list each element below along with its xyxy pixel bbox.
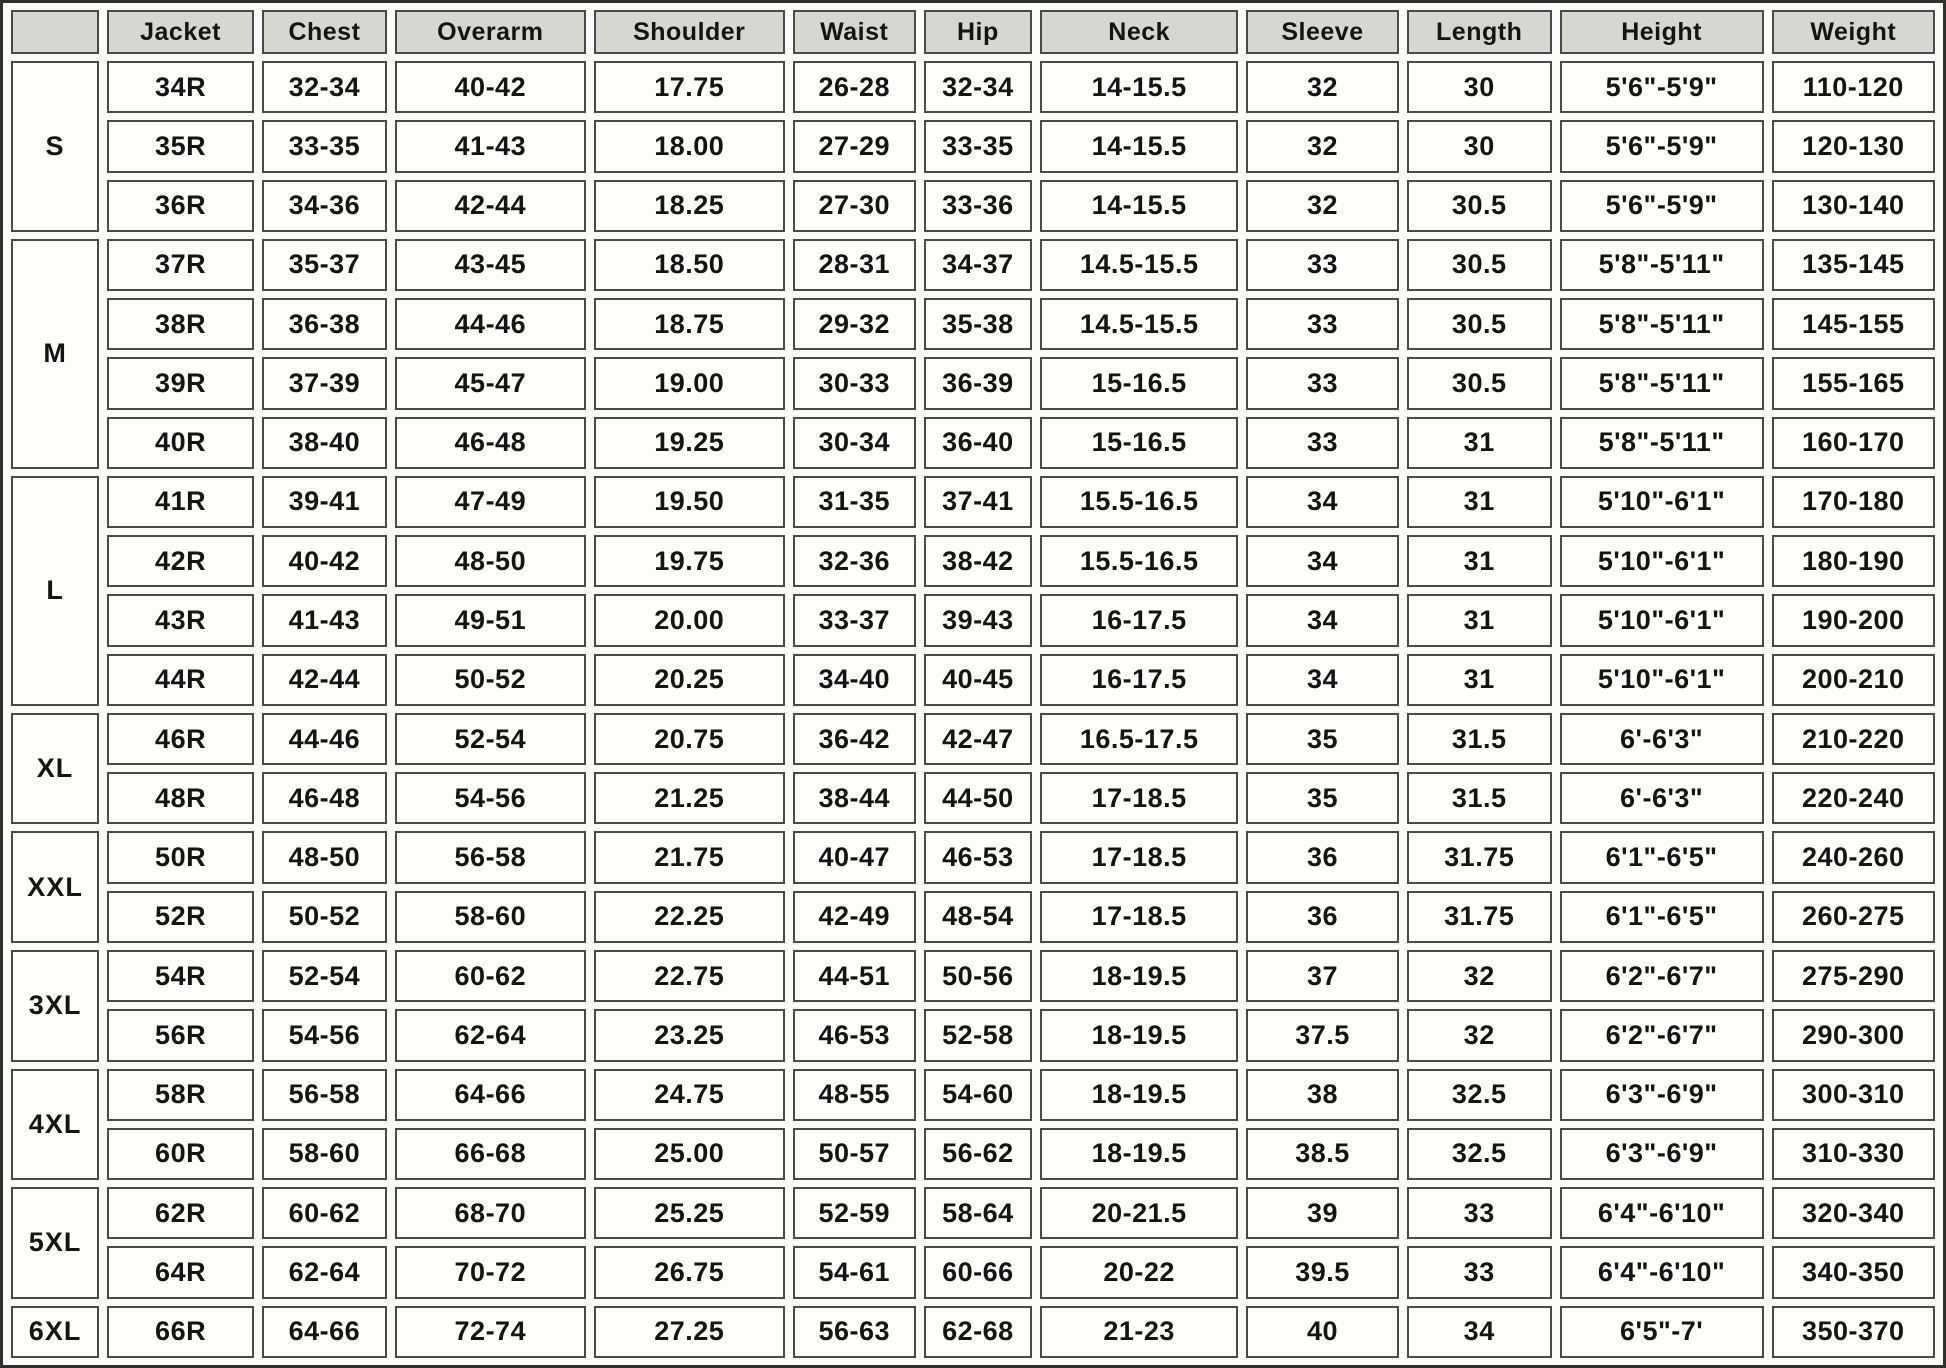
cell-sleeve: 33 [1246,239,1398,291]
cell-sleeve: 36 [1246,891,1398,943]
cell-jacket: 50R [107,831,254,883]
cell-jacket: 48R [107,772,254,824]
cell-hip: 35-38 [924,298,1032,350]
cell-neck: 15-16.5 [1040,357,1238,409]
cell-neck: 18-19.5 [1040,1009,1238,1061]
table-row [11,831,1935,883]
cell-shoulder: 21.75 [594,831,785,883]
cell-neck: 15.5-16.5 [1040,535,1238,587]
cell-jacket: 41R [107,476,254,528]
cell-chest: 32-34 [262,61,387,113]
cell-height: 5'8"-5'11" [1560,298,1764,350]
table-row [11,298,1935,350]
cell-height: 5'10"-6'1" [1560,654,1764,706]
cell-neck: 14.5-15.5 [1040,298,1238,350]
cell-shoulder: 25.25 [594,1187,785,1239]
cell-waist: 27-29 [793,120,916,172]
table-row [11,1069,1935,1121]
cell-hip: 46-53 [924,831,1032,883]
cell-chest: 64-66 [262,1306,387,1358]
cell-hip: 60-66 [924,1246,1032,1298]
cell-overarm: 70-72 [395,1246,586,1298]
table-row [11,950,1935,1002]
cell-length: 30.5 [1407,180,1552,232]
cell-neck: 16-17.5 [1040,654,1238,706]
cell-weight: 190-200 [1772,594,1936,646]
cell-weight: 340-350 [1772,1246,1936,1298]
cell-chest: 56-58 [262,1069,387,1121]
cell-weight: 130-140 [1772,180,1936,232]
table-row [11,1246,1935,1298]
cell-chest: 35-37 [262,239,387,291]
cell-shoulder: 23.25 [594,1009,785,1061]
cell-length: 32 [1407,950,1552,1002]
size-group-label: XXL [11,831,99,943]
cell-waist: 36-42 [793,713,916,765]
cell-chest: 58-60 [262,1128,387,1180]
table-row [11,654,1935,706]
cell-hip: 33-36 [924,180,1032,232]
corner-cell [11,10,99,54]
cell-length: 30.5 [1407,357,1552,409]
cell-weight: 160-170 [1772,417,1936,469]
cell-height: 5'6"-5'9" [1560,120,1764,172]
size-group-label: M [11,239,99,469]
cell-height: 6'2"-6'7" [1560,950,1764,1002]
cell-height: 6'3"-6'9" [1560,1128,1764,1180]
cell-weight: 290-300 [1772,1009,1936,1061]
table-row [11,772,1935,824]
cell-jacket: 35R [107,120,254,172]
cell-waist: 28-31 [793,239,916,291]
cell-hip: 40-45 [924,654,1032,706]
cell-sleeve: 37 [1246,950,1398,1002]
cell-waist: 48-55 [793,1069,916,1121]
cell-overarm: 47-49 [395,476,586,528]
cell-sleeve: 35 [1246,713,1398,765]
cell-overarm: 48-50 [395,535,586,587]
cell-shoulder: 22.75 [594,950,785,1002]
cell-neck: 20-21.5 [1040,1187,1238,1239]
cell-weight: 155-165 [1772,357,1936,409]
cell-jacket: 46R [107,713,254,765]
cell-jacket: 38R [107,298,254,350]
cell-sleeve: 40 [1246,1306,1398,1358]
cell-overarm: 60-62 [395,950,586,1002]
cell-length: 32.5 [1407,1069,1552,1121]
cell-weight: 210-220 [1772,713,1936,765]
cell-jacket: 43R [107,594,254,646]
cell-length: 31 [1407,417,1552,469]
cell-length: 31.75 [1407,891,1552,943]
column-header-hip: Hip [924,10,1032,54]
cell-shoulder: 24.75 [594,1069,785,1121]
column-header-waist: Waist [793,10,916,54]
cell-chest: 36-38 [262,298,387,350]
cell-sleeve: 33 [1246,298,1398,350]
cell-length: 30 [1407,120,1552,172]
cell-waist: 32-36 [793,535,916,587]
cell-overarm: 44-46 [395,298,586,350]
cell-height: 6'3"-6'9" [1560,1069,1764,1121]
cell-shoulder: 19.75 [594,535,785,587]
cell-height: 6'-6'3" [1560,772,1764,824]
cell-waist: 26-28 [793,61,916,113]
cell-height: 5'6"-5'9" [1560,61,1764,113]
cell-chest: 60-62 [262,1187,387,1239]
cell-waist: 46-53 [793,1009,916,1061]
cell-length: 34 [1407,1306,1552,1358]
cell-jacket: 66R [107,1306,254,1358]
cell-shoulder: 18.00 [594,120,785,172]
cell-length: 30.5 [1407,298,1552,350]
cell-waist: 50-57 [793,1128,916,1180]
column-header-jacket: Jacket [107,10,254,54]
cell-sleeve: 32 [1246,180,1398,232]
cell-waist: 44-51 [793,950,916,1002]
cell-hip: 36-40 [924,417,1032,469]
cell-waist: 31-35 [793,476,916,528]
size-group-label: S [11,61,99,232]
table-row [11,891,1935,943]
cell-sleeve: 32 [1246,61,1398,113]
cell-chest: 48-50 [262,831,387,883]
cell-hip: 32-34 [924,61,1032,113]
table-row [11,180,1935,232]
cell-overarm: 54-56 [395,772,586,824]
cell-sleeve: 36 [1246,831,1398,883]
cell-neck: 16.5-17.5 [1040,713,1238,765]
cell-length: 30 [1407,61,1552,113]
cell-shoulder: 22.25 [594,891,785,943]
column-header-weight: Weight [1772,10,1936,54]
cell-length: 33 [1407,1246,1552,1298]
cell-length: 33 [1407,1187,1552,1239]
cell-weight: 200-210 [1772,654,1936,706]
cell-height: 6'2"-6'7" [1560,1009,1764,1061]
cell-weight: 260-275 [1772,891,1936,943]
cell-weight: 320-340 [1772,1187,1936,1239]
cell-jacket: 64R [107,1246,254,1298]
cell-overarm: 52-54 [395,713,586,765]
column-header-chest: Chest [262,10,387,54]
cell-height: 6'5"-7' [1560,1306,1764,1358]
cell-weight: 220-240 [1772,772,1936,824]
column-header-shoulder: Shoulder [594,10,785,54]
cell-hip: 37-41 [924,476,1032,528]
cell-height: 6'1"-6'5" [1560,831,1764,883]
cell-sleeve: 39 [1246,1187,1398,1239]
cell-neck: 15-16.5 [1040,417,1238,469]
cell-hip: 36-39 [924,357,1032,409]
cell-sleeve: 38 [1246,1069,1398,1121]
cell-sleeve: 35 [1246,772,1398,824]
cell-chest: 38-40 [262,417,387,469]
cell-neck: 17-18.5 [1040,891,1238,943]
cell-hip: 50-56 [924,950,1032,1002]
table-row [11,120,1935,172]
size-group-label: 5XL [11,1187,99,1299]
cell-chest: 40-42 [262,535,387,587]
cell-chest: 34-36 [262,180,387,232]
cell-hip: 34-37 [924,239,1032,291]
cell-height: 5'6"-5'9" [1560,180,1764,232]
cell-chest: 37-39 [262,357,387,409]
cell-waist: 29-32 [793,298,916,350]
cell-hip: 58-64 [924,1187,1032,1239]
cell-neck: 15.5-16.5 [1040,476,1238,528]
cell-jacket: 62R [107,1187,254,1239]
cell-length: 31 [1407,594,1552,646]
cell-hip: 52-58 [924,1009,1032,1061]
cell-weight: 275-290 [1772,950,1936,1002]
size-group-label: 4XL [11,1069,99,1181]
table-row [11,61,1935,113]
cell-waist: 52-59 [793,1187,916,1239]
table-row [11,1306,1935,1358]
cell-height: 6'4"-6'10" [1560,1187,1764,1239]
table-row [11,1187,1935,1239]
cell-shoulder: 18.25 [594,180,785,232]
cell-overarm: 40-42 [395,61,586,113]
column-header-length: Length [1407,10,1552,54]
table-row [11,239,1935,291]
header-row [11,10,1935,54]
table-row [11,476,1935,528]
table-row [11,357,1935,409]
cell-sleeve: 34 [1246,594,1398,646]
cell-shoulder: 18.50 [594,239,785,291]
cell-overarm: 66-68 [395,1128,586,1180]
cell-jacket: 37R [107,239,254,291]
cell-shoulder: 19.25 [594,417,785,469]
cell-waist: 56-63 [793,1306,916,1358]
cell-chest: 41-43 [262,594,387,646]
size-group-label: XL [11,713,99,825]
cell-shoulder: 19.50 [594,476,785,528]
cell-jacket: 42R [107,535,254,587]
cell-neck: 14.5-15.5 [1040,239,1238,291]
cell-jacket: 58R [107,1069,254,1121]
cell-jacket: 39R [107,357,254,409]
cell-waist: 54-61 [793,1246,916,1298]
cell-shoulder: 25.00 [594,1128,785,1180]
cell-chest: 44-46 [262,713,387,765]
cell-sleeve: 38.5 [1246,1128,1398,1180]
cell-height: 5'8"-5'11" [1560,239,1764,291]
cell-neck: 20-22 [1040,1246,1238,1298]
cell-sleeve: 37.5 [1246,1009,1398,1061]
cell-height: 5'8"-5'11" [1560,357,1764,409]
cell-overarm: 45-47 [395,357,586,409]
cell-neck: 18-19.5 [1040,1069,1238,1121]
cell-jacket: 52R [107,891,254,943]
cell-weight: 135-145 [1772,239,1936,291]
cell-length: 31 [1407,654,1552,706]
cell-overarm: 56-58 [395,831,586,883]
cell-weight: 120-130 [1772,120,1936,172]
size-group-label: 3XL [11,950,99,1062]
size-group-label: 6XL [11,1306,99,1358]
cell-neck: 17-18.5 [1040,831,1238,883]
cell-length: 31.5 [1407,772,1552,824]
cell-neck: 14-15.5 [1040,61,1238,113]
cell-shoulder: 19.00 [594,357,785,409]
cell-height: 6'4"-6'10" [1560,1246,1764,1298]
cell-jacket: 44R [107,654,254,706]
cell-length: 31 [1407,535,1552,587]
column-header-sleeve: Sleeve [1246,10,1398,54]
cell-shoulder: 20.00 [594,594,785,646]
cell-overarm: 64-66 [395,1069,586,1121]
cell-waist: 38-44 [793,772,916,824]
table-row [11,1009,1935,1061]
cell-hip: 44-50 [924,772,1032,824]
cell-overarm: 72-74 [395,1306,586,1358]
cell-weight: 110-120 [1772,61,1936,113]
cell-height: 5'10"-6'1" [1560,594,1764,646]
cell-hip: 56-62 [924,1128,1032,1180]
cell-overarm: 42-44 [395,180,586,232]
cell-neck: 18-19.5 [1040,1128,1238,1180]
cell-overarm: 49-51 [395,594,586,646]
cell-weight: 310-330 [1772,1128,1936,1180]
cell-jacket: 40R [107,417,254,469]
cell-neck: 18-19.5 [1040,950,1238,1002]
cell-overarm: 62-64 [395,1009,586,1061]
cell-jacket: 34R [107,61,254,113]
cell-sleeve: 34 [1246,535,1398,587]
cell-chest: 42-44 [262,654,387,706]
cell-shoulder: 26.75 [594,1246,785,1298]
cell-hip: 39-43 [924,594,1032,646]
cell-height: 5'10"-6'1" [1560,535,1764,587]
cell-jacket: 36R [107,180,254,232]
cell-weight: 170-180 [1772,476,1936,528]
column-header-overarm: Overarm [395,10,586,54]
cell-neck: 14-15.5 [1040,120,1238,172]
cell-height: 5'8"-5'11" [1560,417,1764,469]
cell-neck: 21-23 [1040,1306,1238,1358]
cell-weight: 180-190 [1772,535,1936,587]
cell-sleeve: 34 [1246,476,1398,528]
cell-waist: 33-37 [793,594,916,646]
cell-sleeve: 33 [1246,417,1398,469]
cell-weight: 145-155 [1772,298,1936,350]
cell-chest: 39-41 [262,476,387,528]
cell-weight: 300-310 [1772,1069,1936,1121]
cell-jacket: 54R [107,950,254,1002]
cell-height: 5'10"-6'1" [1560,476,1764,528]
cell-shoulder: 17.75 [594,61,785,113]
cell-overarm: 46-48 [395,417,586,469]
cell-chest: 62-64 [262,1246,387,1298]
table-row [11,417,1935,469]
cell-weight: 240-260 [1772,831,1936,883]
cell-chest: 46-48 [262,772,387,824]
cell-waist: 30-33 [793,357,916,409]
cell-sleeve: 32 [1246,120,1398,172]
cell-overarm: 50-52 [395,654,586,706]
cell-waist: 27-30 [793,180,916,232]
cell-height: 6'-6'3" [1560,713,1764,765]
cell-overarm: 68-70 [395,1187,586,1239]
cell-sleeve: 39.5 [1246,1246,1398,1298]
cell-hip: 42-47 [924,713,1032,765]
cell-shoulder: 21.25 [594,772,785,824]
cell-waist: 30-34 [793,417,916,469]
cell-shoulder: 20.75 [594,713,785,765]
cell-neck: 14-15.5 [1040,180,1238,232]
cell-overarm: 58-60 [395,891,586,943]
cell-height: 6'1"-6'5" [1560,891,1764,943]
cell-shoulder: 20.25 [594,654,785,706]
cell-jacket: 56R [107,1009,254,1061]
cell-sleeve: 34 [1246,654,1398,706]
table-body [11,61,1935,1358]
cell-chest: 54-56 [262,1009,387,1061]
cell-chest: 52-54 [262,950,387,1002]
cell-neck: 16-17.5 [1040,594,1238,646]
cell-weight: 350-370 [1772,1306,1936,1358]
cell-hip: 33-35 [924,120,1032,172]
column-header-neck: Neck [1040,10,1238,54]
cell-shoulder: 18.75 [594,298,785,350]
cell-chest: 50-52 [262,891,387,943]
cell-length: 31.75 [1407,831,1552,883]
table-row [11,594,1935,646]
cell-overarm: 43-45 [395,239,586,291]
cell-hip: 62-68 [924,1306,1032,1358]
cell-hip: 54-60 [924,1069,1032,1121]
cell-hip: 38-42 [924,535,1032,587]
cell-neck: 17-18.5 [1040,772,1238,824]
cell-length: 30.5 [1407,239,1552,291]
cell-length: 31.5 [1407,713,1552,765]
table-row [11,1128,1935,1180]
cell-chest: 33-35 [262,120,387,172]
cell-overarm: 41-43 [395,120,586,172]
cell-waist: 40-47 [793,831,916,883]
column-header-height: Height [1560,10,1764,54]
cell-hip: 48-54 [924,891,1032,943]
cell-sleeve: 33 [1246,357,1398,409]
size-group-label: L [11,476,99,706]
cell-waist: 34-40 [793,654,916,706]
table-row [11,535,1935,587]
cell-jacket: 60R [107,1128,254,1180]
cell-length: 31 [1407,476,1552,528]
cell-shoulder: 27.25 [594,1306,785,1358]
cell-length: 32 [1407,1009,1552,1061]
cell-length: 32.5 [1407,1128,1552,1180]
table-row [11,713,1935,765]
cell-waist: 42-49 [793,891,916,943]
